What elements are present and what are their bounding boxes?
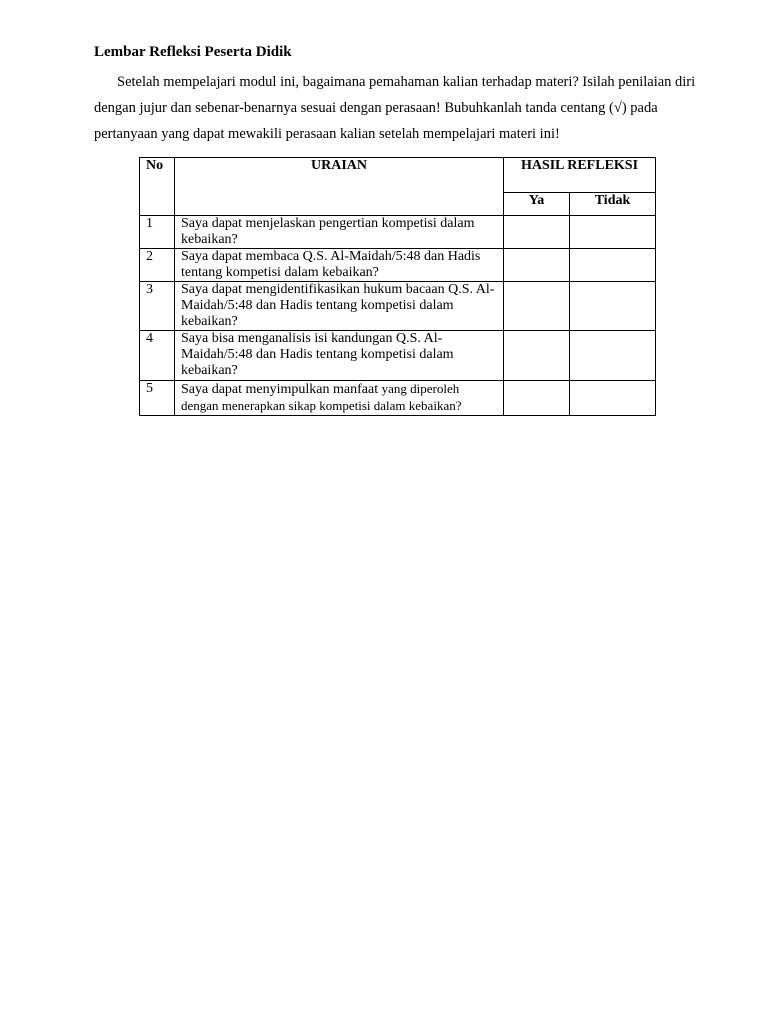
row-statement-main: Saya dapat menyimpulkan manfaat xyxy=(181,382,382,397)
row-statement: Saya dapat menjelaskan pengertian kompetisi dalam kebaikan? xyxy=(175,216,504,249)
tidak-check-cell[interactable] xyxy=(570,282,656,331)
tidak-check-cell[interactable] xyxy=(570,331,656,381)
intro-paragraph xyxy=(94,69,739,147)
ya-check-cell[interactable] xyxy=(504,249,570,282)
document-title: Lembar Refleksi Peserta Didik xyxy=(94,44,292,60)
row-statement xyxy=(175,381,504,416)
row-statement: Saya dapat mengidentifikasikan hukum bacaan Q.S. Al-Maidah/5:48 dan Hadis tentang kompetisi dalam kebaikan? xyxy=(175,282,504,331)
header-hasil-refleksi: HASIL REFLEKSI xyxy=(504,158,656,193)
ya-check-cell[interactable] xyxy=(504,331,570,381)
table-row xyxy=(140,282,656,331)
table-row xyxy=(140,249,656,282)
row-number: 5 xyxy=(140,381,175,416)
tidak-check-cell[interactable] xyxy=(570,249,656,282)
intro-line: Setelah mempelajari modul ini, bagaimana pemahaman kalian terhadap materi? Isilah penilaian diri xyxy=(117,74,696,90)
intro-line: dengan jujur dan sebenar-benarnya sesuai dengan perasaan! Bubuhkanlah tanda centang (√) pada xyxy=(94,100,658,116)
header-tidak: Tidak xyxy=(570,192,656,215)
header-no: No xyxy=(140,158,175,216)
row-statement: Saya dapat membaca Q.S. Al-Maidah/5:48 dan Hadis tentang kompetisi dalam kebaikan? xyxy=(175,249,504,282)
row-number: 1 xyxy=(140,216,175,249)
ya-check-cell[interactable] xyxy=(504,282,570,331)
row-number: 3 xyxy=(140,282,175,331)
table-row xyxy=(140,381,656,416)
reflection-table xyxy=(139,157,656,416)
header-uraian: URAIAN xyxy=(175,158,504,216)
header-ya: Ya xyxy=(504,192,570,215)
row-number: 4 xyxy=(140,331,175,381)
table-row xyxy=(140,331,656,381)
tidak-check-cell[interactable] xyxy=(570,216,656,249)
row-statement-tail: yang diperoleh dengan menerapkan sikap kompetisi dalam kebaikan? xyxy=(181,381,462,413)
row-statement: Saya bisa menganalisis isi kandungan Q.S. Al-Maidah/5:48 dan Hadis tentang kompetisi dalam kebaikan? xyxy=(175,331,504,381)
row-number: 2 xyxy=(140,249,175,282)
table-row xyxy=(140,216,656,249)
tidak-check-cell[interactable] xyxy=(570,381,656,416)
ya-check-cell[interactable] xyxy=(504,216,570,249)
intro-line: pertanyaan yang dapat mewakili perasaan kalian setelah mempelajari materi ini! xyxy=(94,126,560,142)
ya-check-cell[interactable] xyxy=(504,381,570,416)
